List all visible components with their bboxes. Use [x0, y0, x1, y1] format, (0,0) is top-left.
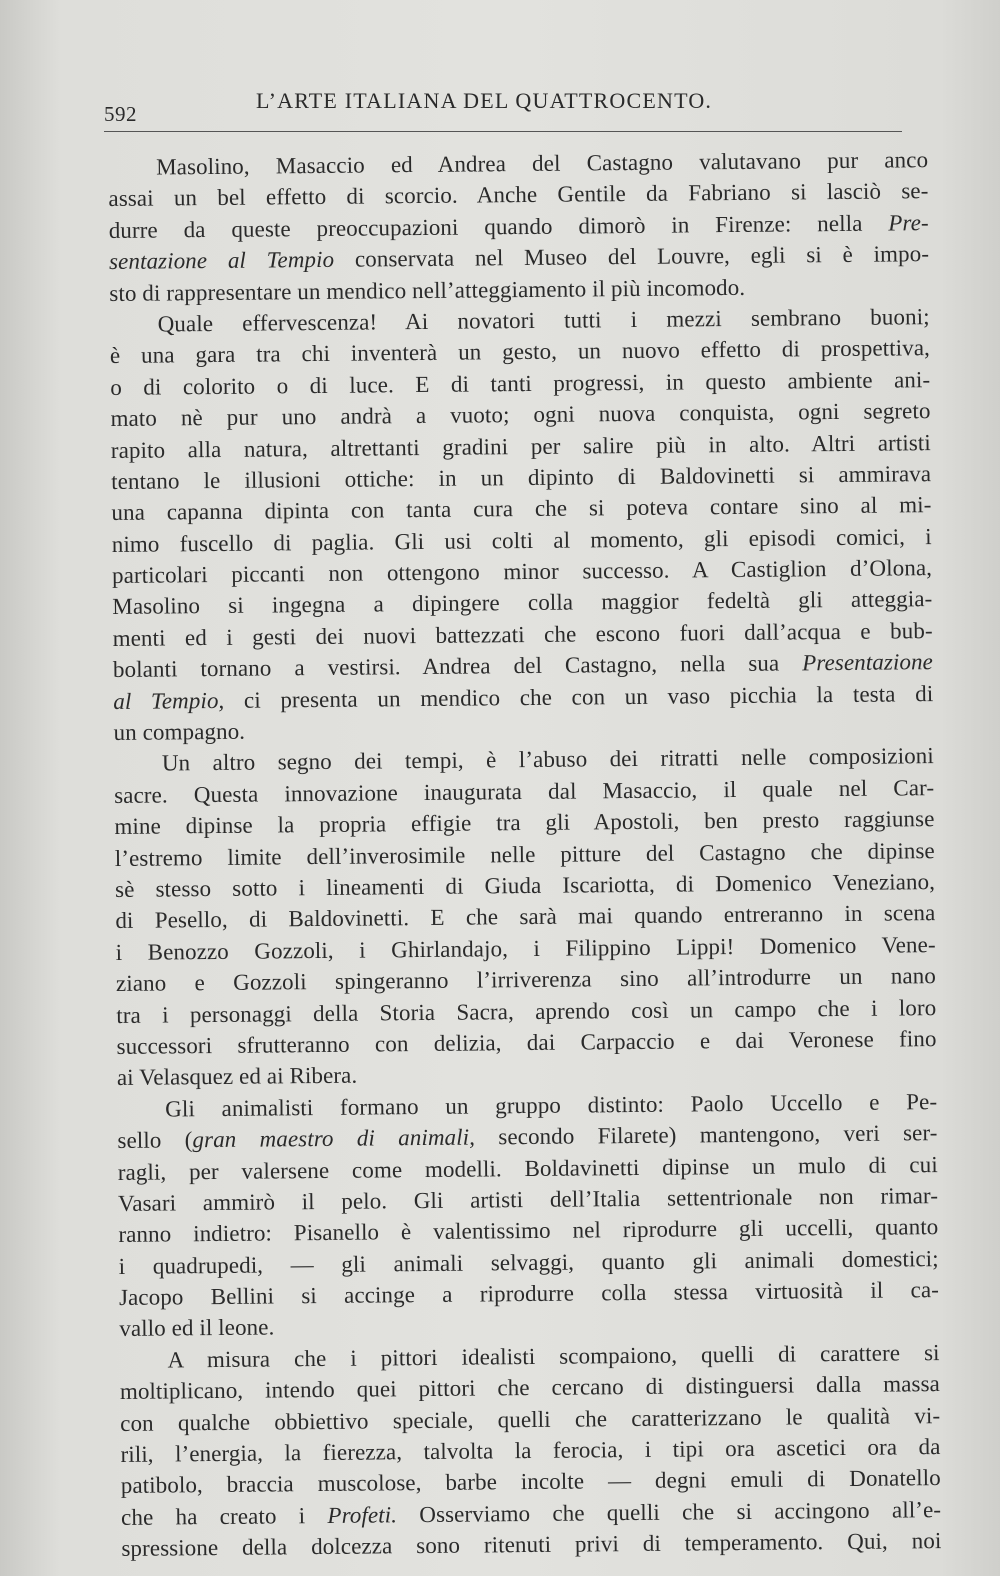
- text-line: spressione della dolcezza sono ritenuti privi di temperamento. Qui, noi: [121, 1528, 942, 1562]
- running-title: L’ARTE ITALIANA DEL QUATTROCENTO.: [256, 88, 713, 113]
- text-line: di Pesello, di Baldovinetti. E che sarà mai quando entreranno in scena: [115, 900, 936, 934]
- text-line: particolari piccanti non ottengono minor successo. A Castiglion d’Olona,: [111, 555, 933, 589]
- text-line: è una gara tra chi inventerà un gesto, un nuovo effetto di prospettiva,: [109, 335, 931, 369]
- text-line: Quale effervescenza! Ai novatori tutti i mezzi sembrano buoni;: [157, 304, 930, 337]
- text-line: mine dipinse la propria effigie tra gli Apostoli, ben presto raggiunse: [114, 806, 935, 840]
- text-line: i Benozzo Gozzoli, i Ghirlandajo, i Filippino Lippi! Domenico Vene-: [115, 931, 936, 965]
- text-line: Vasari ammirò il pelo. Gli artisti dell’Italia settentrionale non rimar-: [117, 1182, 939, 1216]
- text-line: A misura che i pittori idealisti scompaiono, quelli di carattere si: [167, 1339, 940, 1373]
- text-line: menti ed i gesti dei nuovi battezzati che escono fuori dall’acqua e bub-: [112, 617, 933, 651]
- text-line: con qualche obbiettivo speciale, quelli che caratterizzano le qualità vi-: [120, 1402, 941, 1436]
- text-line: rapito alla natura, altrettanti gradini per salire più in alto. Altri artisti: [110, 429, 931, 463]
- header-rule: [104, 131, 902, 132]
- page-header: [104, 88, 904, 128]
- text-line: ziano e Gozzoli spingeranno l’irriverenza sino all’introdurre un nano: [115, 963, 937, 997]
- text-line: una capanna dipinta con tanta cura che si poteva contare sino al mi-: [111, 492, 932, 526]
- text-line: o di colorito o di luce. E di tanti progressi, in questo ambiente ani-: [110, 366, 931, 400]
- text-line: tentano le illusioni ottiche: in un dipinto di Baldovinetti si ammirava: [111, 461, 932, 494]
- text-line: Masolino, Masaccio ed Andrea del Castagno valutavano pur anco: [156, 147, 929, 180]
- text-line: che ha creato i Profeti. Osserviamo che quelli che si accingono all’e-: [120, 1496, 942, 1530]
- text-line: sacre. Questa innovazione inaugurata dal Masaccio, il quale nel Car-: [114, 774, 935, 808]
- text-line: l’estremo limite dell’inverosimile nelle pitture del Castagno che dipinse: [114, 837, 935, 871]
- text-line: nimo fuscello di paglia. Gli usi colti al momento, gli episodi comici, i: [111, 523, 932, 557]
- text-line: assai un bel effetto di scorcio. Anche Gentile da Fabriano si lasciò se-: [108, 178, 929, 212]
- text-line: patibolo, braccia muscolose, barbe incolte — degni emuli di Donatello: [120, 1465, 941, 1499]
- body-text: [108, 144, 942, 1564]
- text-line: bolanti tornano a vestirsi. Andrea del Castagno, nella sua Presentazione: [112, 649, 934, 683]
- text-line: mato nè pur uno andrà a vuoto; ogni nuova conquista, ogni segreto: [110, 398, 931, 432]
- text-line: rili, l’energia, la fierezza, talvolta la ferocia, i tipi ora ascetici ora da: [120, 1434, 941, 1467]
- text-line: al Tempio, ci presenta un mendico che con un vaso picchia la testa di: [113, 680, 934, 714]
- text-line: Masolino si ingegna a dipingere colla maggior fedeltà gli atteggia-: [112, 586, 933, 620]
- text-line: sto di rappresentare un mendico nell’atteggiamento il più incomodo.: [109, 274, 746, 306]
- text-line: Jacopo Bellini si accinge a riprodurre colla stessa virtuosità il ca-: [118, 1277, 940, 1311]
- text-line: vallo ed il leone.: [119, 1314, 275, 1342]
- text-line: ragli, per valersene come modelli. Boldavinetti dipinse un mulo di cui: [117, 1151, 938, 1185]
- text-line: durre da queste preoccupazioni quando dimorò in Firenze: nella Pre-: [108, 209, 929, 243]
- text-line: Gli animalisti formano un gruppo distinto: Paolo Uccello e Pe-: [165, 1088, 938, 1122]
- text-line: Un altro segno dei tempi, è l’abuso dei ritratti nelle composizioni: [161, 743, 934, 776]
- text-line: successori sfrutteranno con delizia, dai Carpaccio e dai Veronese fino: [116, 1026, 937, 1059]
- text-line: ranno indietro: Pisanello è valentissimo nel riprodurre gli uccelli, quanto: [118, 1214, 939, 1248]
- text-line: sello (gran maestro di animali, secondo Filarete) mantengono, veri ser-: [117, 1120, 938, 1154]
- text-line: ai Velasquez ed ai Ribera.: [116, 1062, 358, 1091]
- text-line: moltiplicano, intendo quei pittori che cercano di distinguersi dalla massa: [119, 1371, 940, 1405]
- page-number: 592: [104, 102, 137, 126]
- text-line: un compagno.: [113, 718, 246, 746]
- text-line: sentazione al Tempio conservata nel Museo del Louvre, egli si è impo-: [108, 241, 930, 275]
- text-line: sè stesso sotto i lineamenti di Giuda Iscariotta, di Domenico Veneziano,: [114, 869, 936, 902]
- text-line: i quadrupedi, — gli animali selvaggi, quanto gli animali domestici;: [118, 1245, 939, 1279]
- text-line: tra i personaggi della Storia Sacra, aprendo così un campo che i loro: [116, 994, 937, 1028]
